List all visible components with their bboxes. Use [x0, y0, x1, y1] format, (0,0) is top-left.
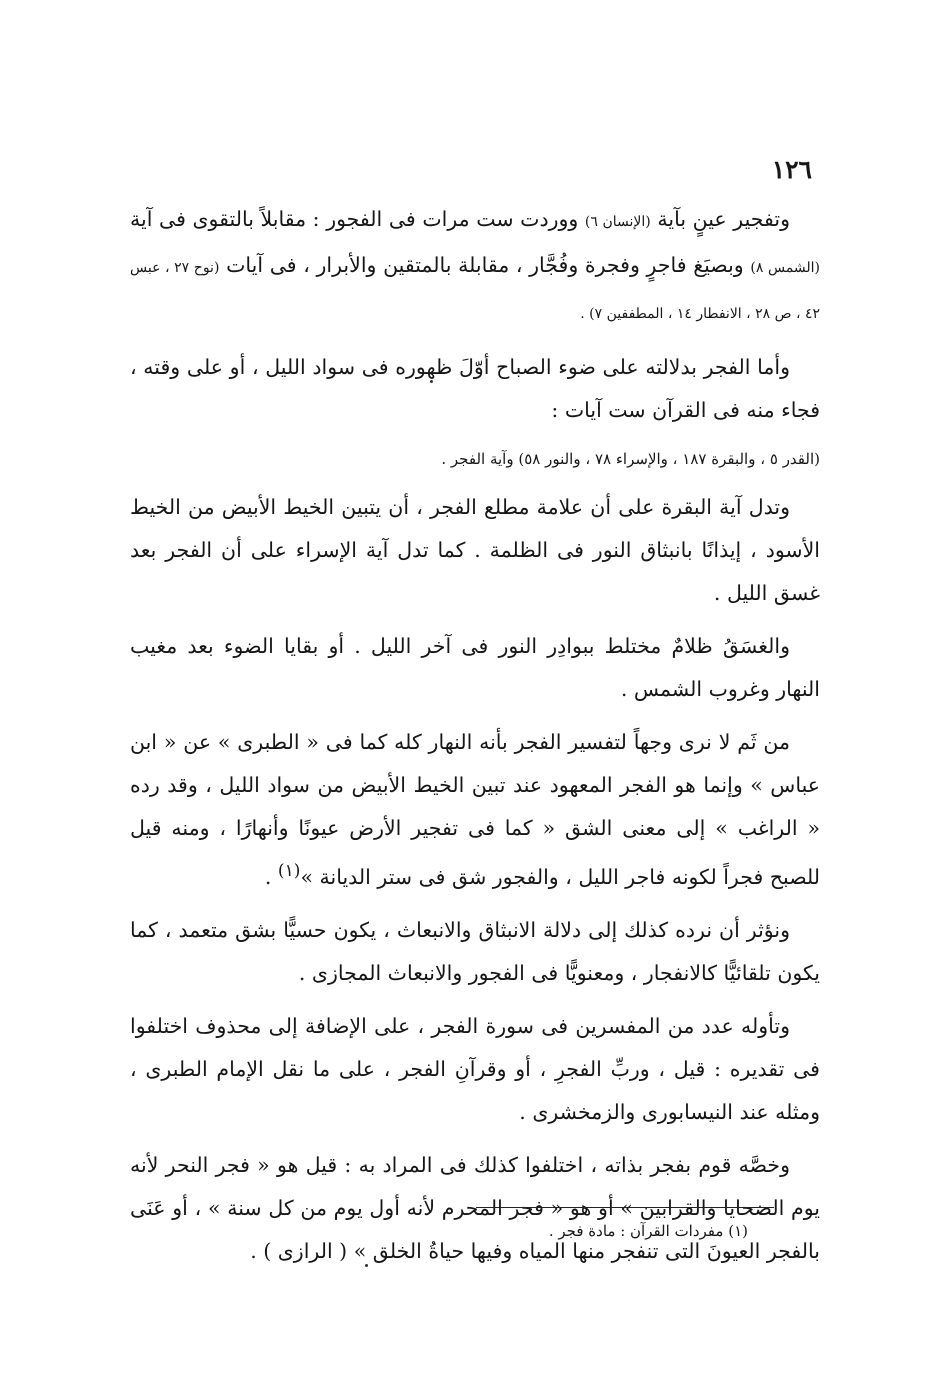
paragraph-5-text: من ثَم لا نرى وجهاً لتفسير الفجر بأنه النهار كله كما فى « الطبرى » عن « ابن عباس » وإنما هو الفجر المعهود عند تبين الخيط الأبيض من سواد الليل ، وقد رده « الراغب » إلى معنى الشق « كما فى تفجير الأرض عيونًا وأنهارًا ، ومنه قيل للصبح فجراً لكونه فاجر الليل ، والفجور شق فى ستر الديانة »: [130, 730, 820, 889]
paragraph-8: وخصَّه قوم بفجر بذاته ، اختلفوا كذلك فى المراد به : قيل هو « فجر النحر لأنه يوم الضحايا والقرابين » أو هو « فجر المحرم لأنه أول يوم من كل سنة » ، أو عَنَى بالفجر العيونَ التى تنفجر منها المياه وفيها حياةُ الخلق » ( الرازى ) .: [130, 1152, 820, 1263]
footnote-text: مفردات القرآن : مادة فجر .: [548, 1222, 724, 1240]
footnote-number: (١): [728, 1222, 748, 1240]
paragraph-7: وتأوله عدد من المفسرين فى سورة الفجر ، على الإضافة إلى محذوف اختلفوا فى تقديره : قيل ، وربِّ الفجرِ ، أو وقرآنِ الفجر ، على ما نقل الإمام الطبرى ، ومثله عند النيسابورى والزمخشرى .: [130, 1013, 820, 1124]
paragraph-3: وتدل آية البقرة على أن علامة مطلع الفجر ، أن يتبين الخيط الأبيض من الخيط الأسود ، إيذانًا بانبثاق النور فى الظلمة . كما تدل آية الإسراء على أن الفجر بعد غسق الليل .: [130, 495, 820, 605]
paragraph-2: وأما الفجر بدلالته على ضوء الصباح أوّلَ ظهوره فى سواد الليل ، أو على وقته ، فجاء منه فى القرآن ست آيات :: [130, 355, 820, 422]
footnote: [549, 1222, 748, 1240]
paragraph-4: والغسَقُ ظلامٌ مختلط ببوادِر النور فى آخر الليل . أو بقايا الضوء بعد مغيب النهار وغروب الشمس .: [130, 634, 820, 701]
paragraph-1-text-b: ووردت ست مرات فى الفجور : مقابلاً بالتقوى فى آية: [130, 207, 579, 231]
paragraph-1-text-a: وتفجير عينٍ بآية: [657, 207, 790, 231]
reference-insan: (الإنسان ٦): [584, 214, 651, 230]
print-speck: [430, 380, 433, 383]
main-text: [130, 198, 820, 1283]
paragraph-1-text-c: وبصيَغ فاجرٍ وفجرة وفُجَّار ، مقابلة بالمتقين والأبرار ، فى آيات: [226, 253, 744, 277]
reference-shams: (الشمس ٨): [750, 260, 820, 276]
paragraph-5: من ثَم لا نرى وجهاً لتفسير الفجر بأنه النهار كله كما فى « الطبرى » عن « ابن عباس » وإنما هو الفجر المعهود عند تبين الخيط الأبيض من سواد الليل ، وقد رده « الراغب » إلى معنى الشق « كما فى تفجير الأرض عيونًا وأنهارًا ، ومنه قيل للصبح فجراً لكونه فاجر الليل ، والفجور شق فى ستر الديانة »$^{(١)}$ .: [130, 730, 820, 889]
paragraph-1: [130, 198, 820, 336]
references-fajr: (القدر ٥ ، والبقرة ١٨٧ ، والإسراء ٧٨ ، والنور ٥٨) وآية الفجر .: [441, 450, 820, 468]
print-speck: [365, 1264, 368, 1267]
page-number: ١٢٦: [771, 155, 812, 184]
paragraph-6: ونؤثر أن نرده كذلك إلى دلالة الانبثاق والانبعاث ، يكون حسيًّا بشق متعمد ، كما يكون تلقائيًّا كالانفجار ، ومعنويًّا فى الفجور والانبعاث المجازى .: [130, 917, 820, 985]
references-fujur: (نوح ٢٧ ، عبس ٤٢ ، ص ٢٨ ، الانفطار ١٤ ، المطففين ٧) .: [130, 260, 820, 322]
footnote-separator: [476, 1207, 774, 1208]
footnote-marker: (١): [277, 861, 301, 881]
